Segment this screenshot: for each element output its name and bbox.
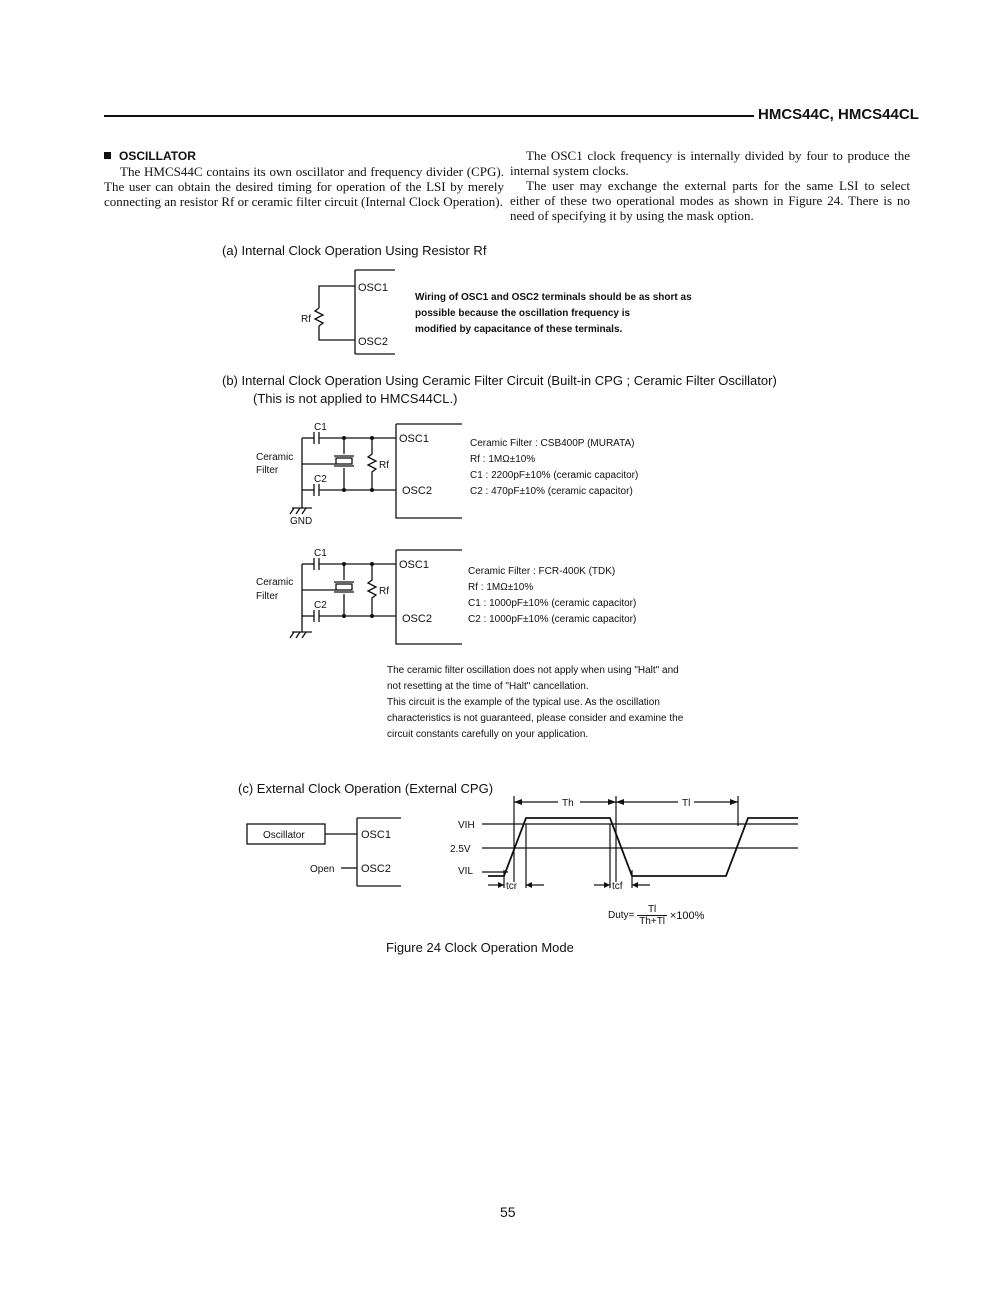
osc1-label: OSC1 (361, 829, 391, 841)
rf-label: Rf (379, 586, 389, 597)
oscillator-right-column (510, 148, 910, 223)
vih-label: VIH (458, 820, 475, 831)
note-line: characteristics is not guaranteed, please consider and examine the (387, 713, 684, 724)
osc2-label: OSC2 (361, 863, 391, 875)
c2-label: C2 (314, 474, 327, 485)
section-b-caption-line2: (This is not applied to HMCS44CL.) (253, 391, 458, 406)
circuit-b2-specs (468, 564, 636, 628)
spec-line: C1 : 1000pF±10% (ceramic capacitor) (468, 598, 637, 609)
oscillator-left-paragraph: The HMCS44C contains its own oscillator and frequency divider (CPG). The user can obtain the desired timing for operation of the LSI by merely connecting an resistor Rf or ceramic filter circuit (Internal Clock Operation). (104, 164, 504, 209)
duty-fraction (637, 904, 667, 927)
section-c-caption: (c) External Clock Operation (External CPG) (238, 781, 494, 796)
rf-label: Rf (379, 460, 389, 471)
gnd-label: GND (290, 516, 313, 527)
bullet-icon (104, 152, 111, 159)
open-label: Open (310, 864, 335, 875)
circuit-b2-diagram (250, 546, 470, 650)
osc2-label: OSC2 (358, 336, 388, 348)
note-line: This circuit is the example of the typical use. As the oscillation (387, 697, 660, 708)
note-line: possible because the oscillation frequency is (415, 308, 631, 319)
tl-label: Tl (682, 798, 691, 809)
oscillator-right-paragraph-1: The OSC1 clock frequency is internally divided by four to produce the internal system clocks. (510, 148, 910, 178)
filter-label: Filter (256, 465, 279, 476)
note-line: modified by capacitance of these terminals. (415, 324, 623, 335)
spec-line: C1 : 2200pF±10% (ceramic capacitor) (470, 470, 639, 481)
osc2-label: OSC2 (402, 613, 432, 625)
duty-denominator: Th+Tl (639, 916, 666, 927)
note-line: Wiring of OSC1 and OSC2 terminals should be as short as (415, 292, 692, 303)
section-b-caption-line1: (b) Internal Clock Operation Using Ceramic Filter Circuit (Built-in CPG ; Ceramic Filter Oscillator) (222, 373, 777, 388)
c1-label: C1 (314, 548, 327, 559)
osc1-label: OSC1 (399, 559, 429, 571)
duty-numerator: Tl (637, 904, 667, 916)
circuit-b1-diagram (250, 420, 470, 528)
th-label: Th (562, 798, 574, 809)
oscillator-left-column (104, 148, 504, 209)
osc1-label: OSC1 (358, 282, 388, 294)
filter-label: Filter (256, 591, 279, 602)
spec-line: Ceramic Filter : FCR-400K (TDK) (468, 566, 616, 577)
note-line: not resetting at the time of "Halt" cancellation. (387, 681, 589, 692)
figure-caption: Figure 24 Clock Operation Mode (386, 940, 574, 955)
osc1-label: OSC1 (399, 433, 429, 445)
spec-line: C2 : 1000pF±10% (ceramic capacitor) (468, 614, 637, 625)
section-title: OSCILLATOR (119, 149, 196, 163)
spec-line: Rf : 1MΩ±10% (468, 582, 534, 593)
header-title: HMCS44C, HMCS44CL (758, 106, 919, 123)
circuit-b1-specs (470, 436, 638, 500)
rf-label: Rf (301, 314, 311, 325)
header-rule (104, 115, 754, 117)
duty-suffix: ×100% (669, 909, 705, 922)
duty-formula (608, 904, 704, 927)
spec-line: Rf : 1MΩ±10% (470, 454, 536, 465)
tcf-label: tcf (612, 881, 623, 892)
c1-label: C1 (314, 422, 327, 433)
page-number: 55 (500, 1204, 516, 1220)
duty-prefix: Duty= (608, 910, 635, 921)
v25-label: 2.5V (450, 844, 471, 855)
section-a-note (415, 290, 692, 338)
note-line: circuit constants carefully on your application. (387, 729, 589, 740)
note-line: The ceramic filter oscillation does not apply when using "Halt" and (387, 665, 679, 676)
circuit-c-diagram (245, 812, 410, 890)
section-a-caption: (a) Internal Clock Operation Using Resistor Rf (222, 243, 487, 258)
timing-diagram (448, 792, 800, 902)
section-b-note (387, 663, 683, 743)
spec-line: C2 : 470pF±10% (ceramic capacitor) (470, 486, 633, 497)
vil-label: VIL (458, 866, 474, 877)
spec-line: Ceramic Filter : CSB400P (MURATA) (470, 438, 635, 449)
oscillator-right-paragraph-2: The user may exchange the external parts for the same LSI to select either of these two operational modes as shown in Figure 24. There is no need of specifying it by using the mask option. (510, 178, 910, 223)
tcr-label: tcr (506, 881, 518, 892)
ceramic-label: Ceramic (256, 577, 294, 588)
osc2-label: OSC2 (402, 485, 432, 497)
oscillator-box-label: Oscillator (263, 830, 305, 841)
ceramic-label: Ceramic (256, 452, 294, 463)
c2-label: C2 (314, 600, 327, 611)
circuit-a-diagram (295, 268, 405, 358)
